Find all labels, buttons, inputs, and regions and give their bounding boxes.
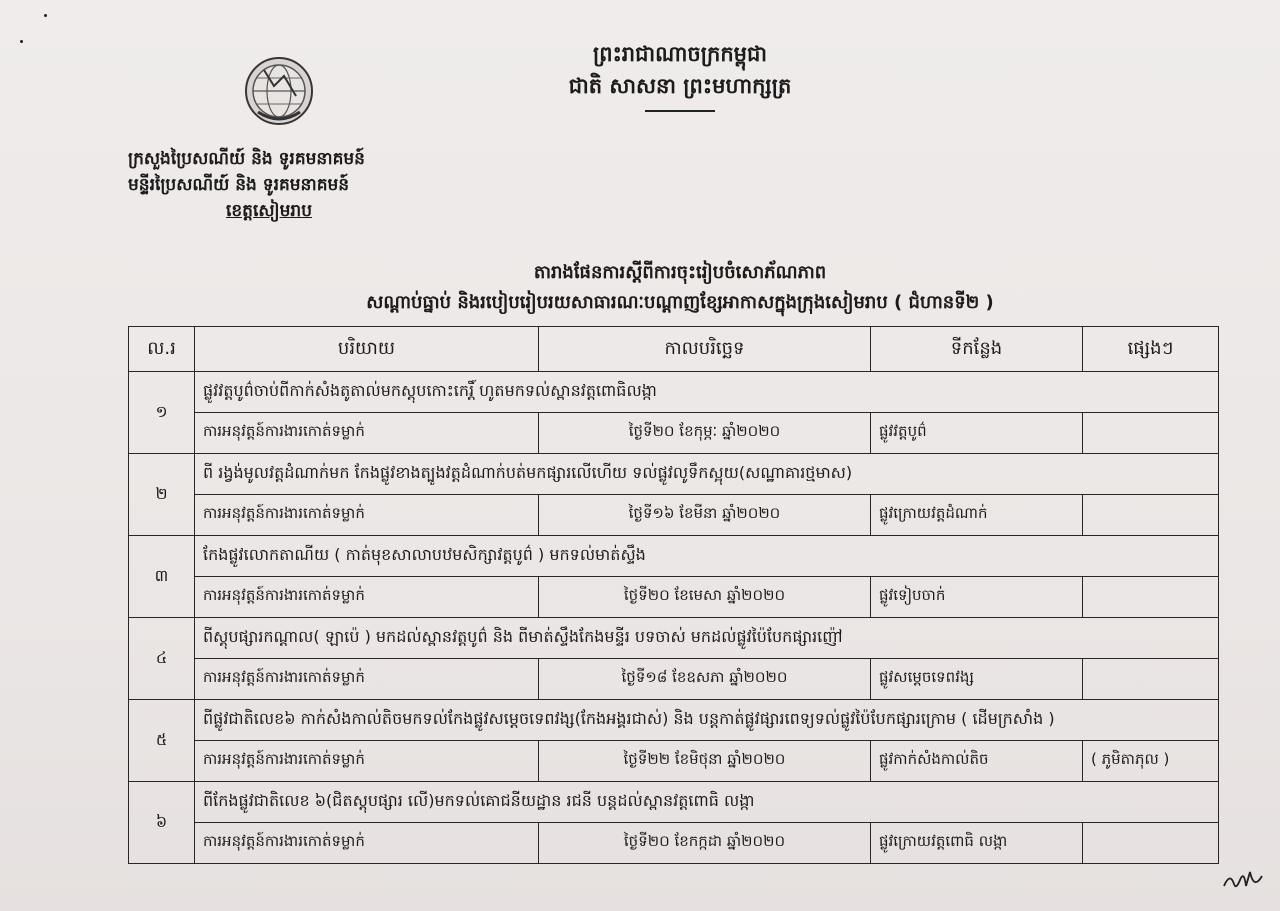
route-description: ពី រង្វង់មូលវត្តដំណាក់មក កែងផ្លូវខាងត្បូងវត្តដំណាក់បត់មកផ្សារលើហើយ ទល់ផ្លូវលូទឹកស្អុយ(សណ្ឋាគារថ្មមាស) [195,454,1219,495]
ministry-block [128,146,458,224]
title-line-2: សណ្តាប់ធ្នាប់ និងរបៀបរៀបរយសាធារណៈបណ្តាញខ្សែអាកាសក្នុងក្រុងសៀមរាប ( ជំហានទី២ ) [366,292,994,313]
table-row [129,577,1219,618]
route-description: ពីកែងផ្លូវជាតិលេខ ៦(ជិតស្តុបផ្សារ លើ)មកទល់គោជនីយដ្ឋាន រជនី បន្តដល់ស្ពានវត្តពោធិ លង្កា [195,782,1219,823]
row-number: ៥ [129,700,195,782]
task-cell: ការអនុវត្តន៍ការងារកោត់ទម្លាក់ [195,823,539,864]
table-row [129,659,1219,700]
title-line-1: តារាងផែនការស្តីពីការចុះរៀបចំសោភ័ណភាព [533,262,827,283]
plan-table [128,326,1219,864]
header-location: ទីកន្លែង [871,327,1083,372]
ministry-logo-icon [244,56,314,126]
date-cell: ថ្ងៃទី២០ ខែមេសា ឆ្នាំ២០២០ [539,577,871,618]
note-cell [1083,495,1219,536]
location-cell: ផ្លូវសម្តេចទេពវង្ស [871,659,1083,700]
document-title [180,258,1180,318]
header-date: កាលបរិច្ឆេទ [539,327,871,372]
location-cell: ផ្លូវក្រោយវត្តដំណាក់ [871,495,1083,536]
date-cell: ថ្ងៃទី១៨ ខែឧសភា ឆ្នាំ២០២០ [539,659,871,700]
speck [44,14,47,17]
note-cell [1083,413,1219,454]
table-row [129,782,1219,823]
table-row [129,618,1219,659]
date-cell: ថ្ងៃទី២២ ខែមិថុនា ឆ្នាំ២០២០ [539,741,871,782]
task-cell: ការអនុវត្តន៍ការងារកោត់ទម្លាក់ [195,413,539,454]
table-row [129,823,1219,864]
table-row [129,372,1219,413]
note-cell [1083,577,1219,618]
header-description: បរិយាយ [195,327,539,372]
route-description: ផ្លូវវត្តបូព៌ចាប់ពីកាក់សំងតូតាល់មកស្តុបកោះកេរ្តិ៍ ហូតមកទល់ស្ពានវត្តពោធិលង្កា [195,372,1219,413]
province-name: ខេត្តសៀមរាប [226,201,312,221]
speck [20,40,23,43]
department-name: មន្ទីរប្រៃសណីយ៍ និង ទូរគមនាគមន៍ [128,175,350,195]
task-cell: ការអនុវត្តន៍ការងារកោត់ទម្លាក់ [195,659,539,700]
date-cell: ថ្ងៃទី២០ ខែកក្កដា ឆ្នាំ២០២០ [539,823,871,864]
date-cell: ថ្ងៃទី២០ ខែកុម្ភៈ ឆ្នាំ២០២០ [539,413,871,454]
ministry-name: ក្រសួងប្រៃសណីយ៍ និង ទូរគមនាគមន៍ [128,149,365,169]
kingdom-name: ព្រះរាជាណាចក្រកម្ពុជា [592,42,767,66]
task-cell: ការអនុវត្តន៍ការងារកោត់ទម្លាក់ [195,577,539,618]
date-cell: ថ្ងៃទី១៦ ខែមីនា ឆ្នាំ២០២០ [539,495,871,536]
note-cell [1083,659,1219,700]
note-cell [1083,823,1219,864]
location-cell: ផ្លូវវត្តបូព៌ [871,413,1083,454]
table-row [129,454,1219,495]
table-header-row [129,327,1219,372]
table-row [129,413,1219,454]
table-row [129,741,1219,782]
table-row [129,536,1219,577]
task-cell: ការអនុវត្តន៍ការងារកោត់ទម្លាក់ [195,741,539,782]
row-number: ៣ [129,536,195,618]
row-number: ៦ [129,782,195,864]
task-cell: ការអនុវត្តន៍ការងារកោត់ទម្លាក់ [195,495,539,536]
national-header [520,38,840,112]
row-number: ៤ [129,618,195,700]
location-cell: ផ្លូវកាក់សំងកាល់តិច [871,741,1083,782]
header-divider [645,110,715,112]
table-row [129,495,1219,536]
route-description: ពីផ្លូវជាតិលេខ៦ កាក់សំងកាល់តិចមកទល់កែងផ្លូវសម្តេចទេពវង្ស(កែងអង្គរជាស់) និង បន្តកាត់ផ្លូវផ្សារពេទ្យទល់ផ្លូវប៉ៃបែកផ្សារក្រោម ( ដើមក្រសាំង ) [195,700,1219,741]
handwritten-initial-icon [1222,864,1268,894]
header-number: ល.រ [129,327,195,372]
row-number: ១ [129,372,195,454]
header-other: ផ្សេងៗ [1083,327,1219,372]
location-cell: ផ្លូវក្រោយវត្តពោធិ លង្កា [871,823,1083,864]
note-cell: ( ភូមិតាភុល ) [1083,741,1219,782]
national-motto: ជាតិ សាសនា ព្រះមហាក្សត្រ [568,74,792,98]
location-cell: ផ្លូវទៀបចាក់ [871,577,1083,618]
route-description: កែងផ្លូវលោកតាណីយ ( កាត់មុខសាលាបឋមសិក្សាវត្តបូព៌ ) មកទល់មាត់ស្ទឹង [195,536,1219,577]
row-number: ២ [129,454,195,536]
table-row [129,700,1219,741]
route-description: ពីស្តុបផ្សារកណ្តាល( ឡាប៉េ ) មកដល់ស្ពានវត្តបូព៌ និង ពីមាត់ស្ទឹងកែងមន្ទីរ បទចាស់ មកដល់ផ្លូវប៉ៃបែកផ្សារញ៉ៅ [195,618,1219,659]
